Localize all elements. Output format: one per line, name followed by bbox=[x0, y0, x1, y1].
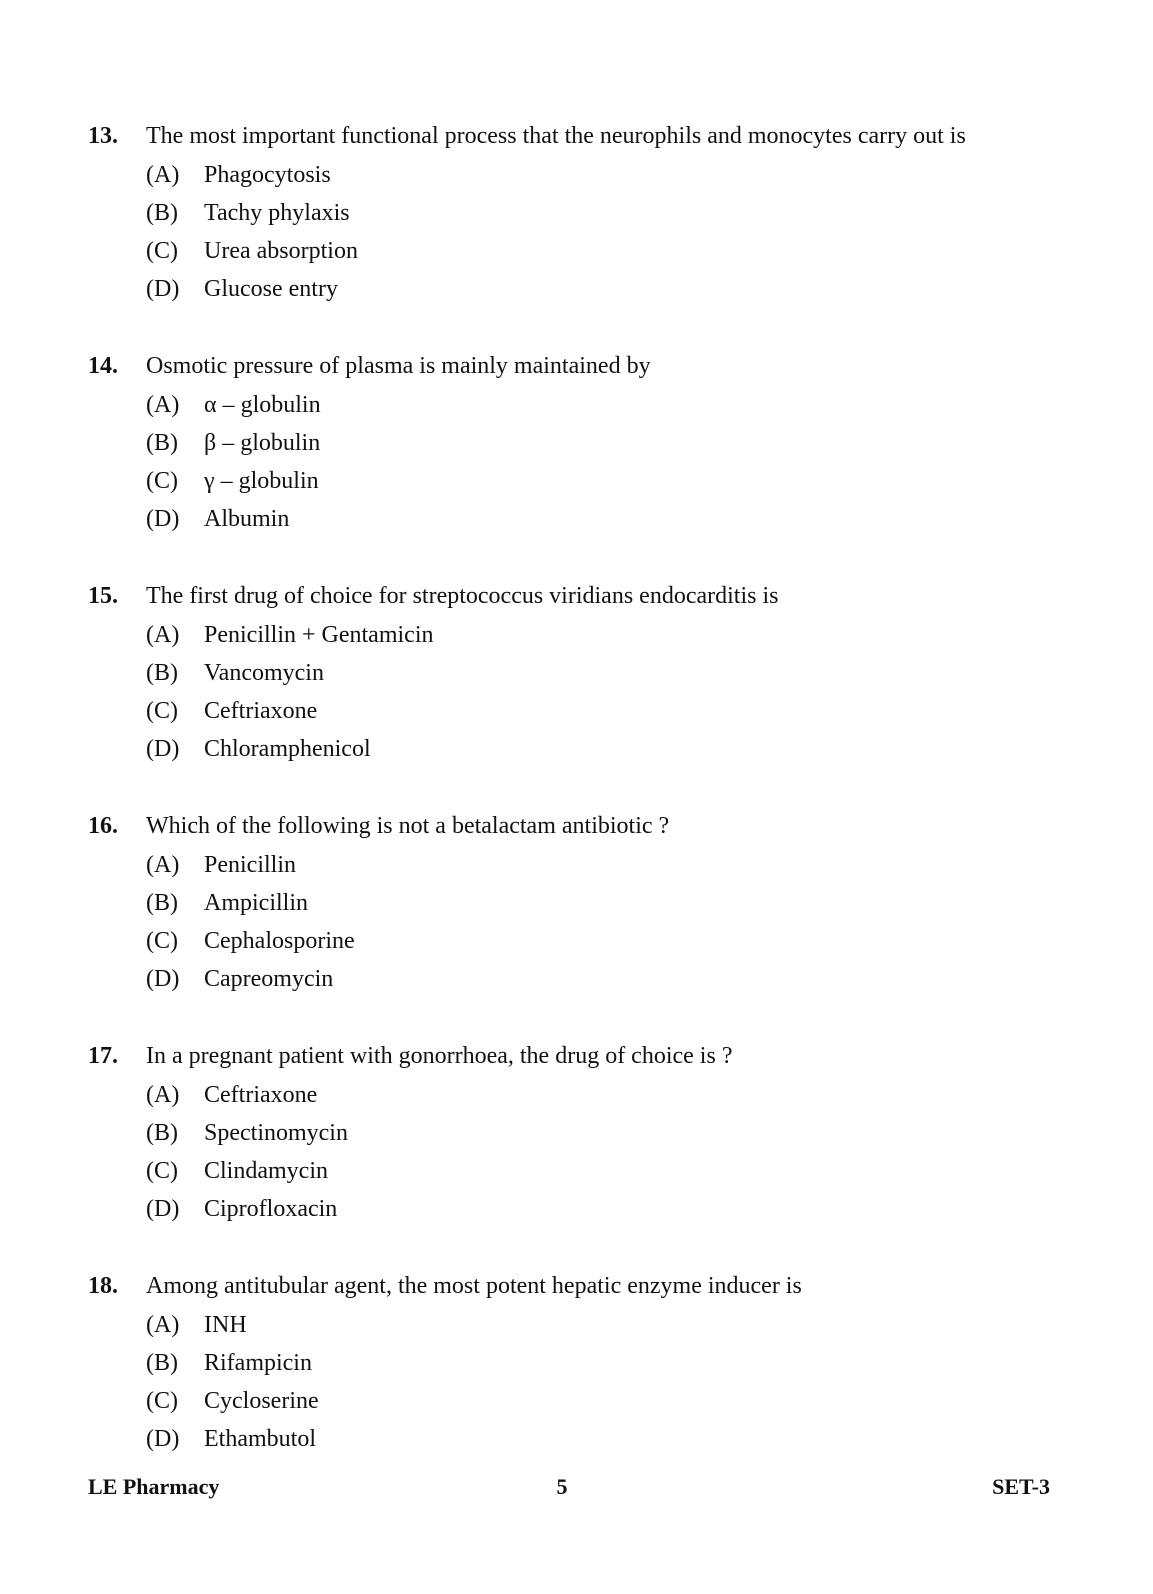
option-b bbox=[0, 1344, 1153, 1382]
question-text: The first drug of choice for streptococcus viridians endocarditis is bbox=[146, 583, 779, 609]
option-d bbox=[0, 960, 1153, 998]
option-d bbox=[0, 1190, 1153, 1228]
option-text: Penicillin + Gentamicin bbox=[204, 621, 434, 648]
question-number: 16. bbox=[88, 813, 118, 839]
option-label: (D) bbox=[146, 1426, 180, 1453]
option-c bbox=[0, 1152, 1153, 1190]
option-label: (A) bbox=[146, 161, 180, 188]
option-d bbox=[0, 500, 1153, 538]
option-c bbox=[0, 462, 1153, 500]
option-text: INH bbox=[204, 1311, 247, 1338]
option-text: Cycloserine bbox=[204, 1388, 319, 1415]
question-text: Which of the following is not a betalactam antibiotic ? bbox=[146, 813, 670, 839]
option-label: (A) bbox=[146, 391, 180, 418]
option-text: Ethambutol bbox=[204, 1426, 316, 1453]
option-d bbox=[0, 270, 1153, 308]
option-label: (A) bbox=[146, 621, 180, 648]
option-text: Penicillin bbox=[204, 851, 296, 878]
option-text: Ampicillin bbox=[204, 889, 308, 916]
question-text: The most important functional process that the neurophils and monocytes carry out is bbox=[146, 123, 966, 149]
question-stem bbox=[0, 1267, 1153, 1305]
option-a bbox=[0, 386, 1153, 424]
option-label: (B) bbox=[146, 889, 178, 916]
option-label: (C) bbox=[146, 238, 178, 265]
option-text: α – globulin bbox=[204, 391, 321, 418]
option-c bbox=[0, 232, 1153, 270]
question-number: 18. bbox=[88, 1273, 118, 1299]
question-number: 13. bbox=[88, 123, 118, 149]
question-number: 14. bbox=[88, 353, 118, 379]
option-label: (A) bbox=[146, 1311, 180, 1338]
option-text: Ceftriaxone bbox=[204, 1081, 318, 1108]
footer-exam-name: LE Pharmacy bbox=[88, 1474, 220, 1499]
option-label: (C) bbox=[146, 1388, 178, 1415]
option-label: (A) bbox=[146, 1081, 180, 1108]
option-b bbox=[0, 424, 1153, 462]
option-text: Rifampicin bbox=[204, 1349, 312, 1376]
option-text: Glucose entry bbox=[204, 276, 338, 303]
option-label: (A) bbox=[146, 851, 180, 878]
option-c bbox=[0, 1382, 1153, 1420]
question-number: 15. bbox=[88, 583, 118, 609]
option-label: (D) bbox=[146, 276, 180, 303]
option-c bbox=[0, 692, 1153, 730]
option-text: Spectinomycin bbox=[204, 1119, 348, 1146]
option-a bbox=[0, 846, 1153, 884]
option-text: Ceftriaxone bbox=[204, 698, 318, 725]
option-c bbox=[0, 922, 1153, 960]
page-footer bbox=[0, 1470, 1153, 1504]
question-stem bbox=[0, 577, 1153, 615]
option-label: (C) bbox=[146, 468, 178, 495]
option-text: Phagocytosis bbox=[204, 161, 331, 188]
option-label: (B) bbox=[146, 1349, 178, 1376]
question-stem bbox=[0, 807, 1153, 845]
question-text: Among antitubular agent, the most potent hepatic enzyme inducer is bbox=[146, 1273, 802, 1299]
option-text: Ciprofloxacin bbox=[204, 1196, 338, 1223]
option-text: γ – globulin bbox=[204, 468, 319, 495]
option-b bbox=[0, 654, 1153, 692]
option-b bbox=[0, 1114, 1153, 1152]
option-label: (C) bbox=[146, 1158, 178, 1185]
option-text: Cephalosporine bbox=[204, 928, 355, 955]
option-label: (B) bbox=[146, 429, 178, 456]
question-number: 17. bbox=[88, 1043, 118, 1069]
question-stem bbox=[0, 117, 1153, 155]
option-text: Urea absorption bbox=[204, 238, 358, 265]
option-label: (D) bbox=[146, 1196, 180, 1223]
option-b bbox=[0, 884, 1153, 922]
option-text: Albumin bbox=[204, 506, 290, 533]
option-d bbox=[0, 730, 1153, 768]
option-label: (C) bbox=[146, 928, 178, 955]
option-a bbox=[0, 1076, 1153, 1114]
option-label: (D) bbox=[146, 736, 180, 763]
option-a bbox=[0, 1306, 1153, 1344]
option-text: Chloramphenicol bbox=[204, 736, 371, 763]
question-stem bbox=[0, 347, 1153, 385]
option-d bbox=[0, 1420, 1153, 1458]
option-label: (D) bbox=[146, 506, 180, 533]
option-text: β – globulin bbox=[204, 429, 321, 456]
question-text: Osmotic pressure of plasma is mainly maintained by bbox=[146, 353, 651, 379]
option-text: Vancomycin bbox=[204, 659, 324, 686]
option-label: (B) bbox=[146, 1119, 178, 1146]
option-label: (B) bbox=[146, 659, 178, 686]
option-label: (C) bbox=[146, 698, 178, 725]
question-stem bbox=[0, 1037, 1153, 1075]
option-b bbox=[0, 194, 1153, 232]
option-a bbox=[0, 156, 1153, 194]
option-text: Clindamycin bbox=[204, 1158, 328, 1185]
option-label: (B) bbox=[146, 199, 178, 226]
option-text: Capreomycin bbox=[204, 966, 334, 993]
option-label: (D) bbox=[146, 966, 180, 993]
option-text: Tachy phylaxis bbox=[204, 199, 350, 226]
footer-set-code: SET-3 bbox=[992, 1474, 1050, 1499]
footer-page-number: 5 bbox=[556, 1474, 568, 1499]
option-a bbox=[0, 616, 1153, 654]
question-text: In a pregnant patient with gonorrhoea, the drug of choice is ? bbox=[146, 1043, 733, 1069]
